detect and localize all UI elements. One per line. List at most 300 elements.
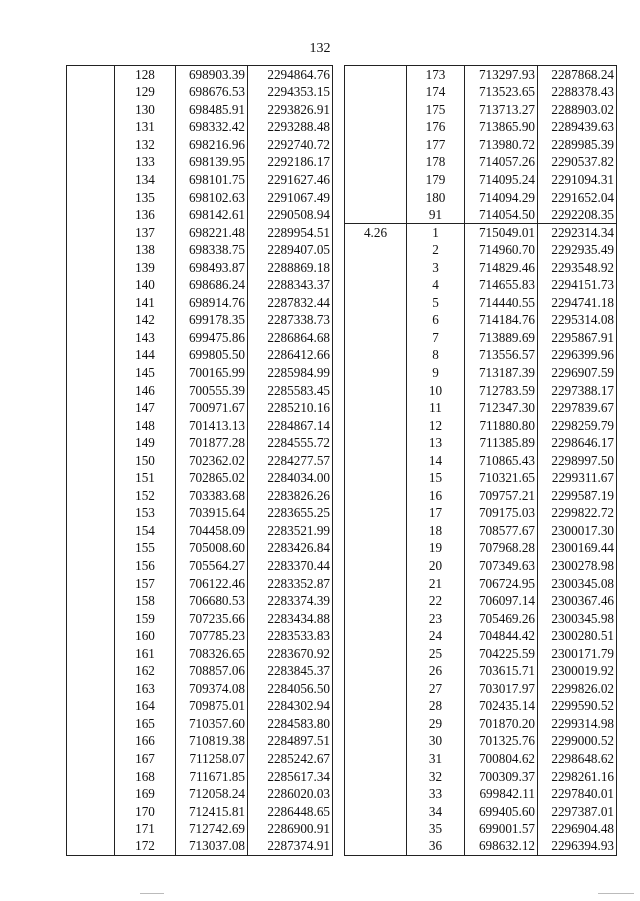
table-row xyxy=(345,399,617,417)
table-row xyxy=(345,452,617,470)
y-coordinate-cell: 2285617.34 xyxy=(248,767,333,785)
point-number-cell: 19 xyxy=(407,539,465,557)
point-number-cell: 30 xyxy=(407,732,465,750)
section-cell xyxy=(345,136,407,154)
section-cell xyxy=(67,750,115,768)
point-number-cell: 20 xyxy=(407,557,465,575)
section-cell xyxy=(345,557,407,575)
table-row xyxy=(67,311,333,329)
section-cell xyxy=(67,680,115,698)
y-coordinate-cell: 2292314.34 xyxy=(538,223,617,241)
section-cell xyxy=(345,820,407,838)
point-number-cell: 176 xyxy=(407,118,465,136)
x-coordinate-cell: 713297.93 xyxy=(465,66,538,84)
table-row xyxy=(67,627,333,645)
section-cell xyxy=(67,732,115,750)
table-row xyxy=(345,680,617,698)
x-coordinate-cell: 699405.60 xyxy=(465,802,538,820)
point-number-cell: 91 xyxy=(407,206,465,224)
x-coordinate-cell: 711385.89 xyxy=(465,434,538,452)
y-coordinate-cell: 2283426.84 xyxy=(248,539,333,557)
table-row xyxy=(67,557,333,575)
y-coordinate-cell: 2295867.91 xyxy=(538,329,617,347)
y-coordinate-cell: 2297387.01 xyxy=(538,802,617,820)
y-coordinate-cell: 2300367.46 xyxy=(538,592,617,610)
point-number-cell: 25 xyxy=(407,645,465,663)
coordinates-table-right xyxy=(344,65,617,856)
x-coordinate-cell: 713556.57 xyxy=(465,346,538,364)
y-coordinate-cell: 2299587.19 xyxy=(538,487,617,505)
point-number-cell: 160 xyxy=(115,627,176,645)
table-row xyxy=(345,329,617,347)
y-coordinate-cell: 2291652.04 xyxy=(538,188,617,206)
x-coordinate-cell: 700555.39 xyxy=(176,381,248,399)
y-coordinate-cell: 2293288.48 xyxy=(248,118,333,136)
section-cell xyxy=(67,802,115,820)
y-coordinate-cell: 2292935.49 xyxy=(538,241,617,259)
x-coordinate-cell: 698142.61 xyxy=(176,206,248,224)
section-cell xyxy=(67,346,115,364)
section-cell xyxy=(345,662,407,680)
x-coordinate-cell: 708326.65 xyxy=(176,645,248,663)
x-coordinate-cell: 699842.11 xyxy=(465,785,538,803)
table-row xyxy=(67,609,333,627)
point-number-cell: 133 xyxy=(115,153,176,171)
point-number-cell: 139 xyxy=(115,259,176,277)
x-coordinate-cell: 714094.29 xyxy=(465,188,538,206)
section-cell xyxy=(345,206,407,224)
table-row xyxy=(67,294,333,312)
x-coordinate-cell: 698338.75 xyxy=(176,241,248,259)
y-coordinate-cell: 2289407.05 xyxy=(248,241,333,259)
y-coordinate-cell: 2291067.49 xyxy=(248,188,333,206)
x-coordinate-cell: 712742.69 xyxy=(176,820,248,838)
y-coordinate-cell: 2283521.99 xyxy=(248,522,333,540)
section-cell xyxy=(345,838,407,856)
point-number-cell: 8 xyxy=(407,346,465,364)
x-coordinate-cell: 713187.39 xyxy=(465,364,538,382)
x-coordinate-cell: 702435.14 xyxy=(465,697,538,715)
point-number-cell: 17 xyxy=(407,504,465,522)
point-number-cell: 178 xyxy=(407,153,465,171)
point-number-cell: 134 xyxy=(115,171,176,189)
table-row xyxy=(67,66,333,84)
x-coordinate-cell: 712415.81 xyxy=(176,802,248,820)
point-number-cell: 13 xyxy=(407,434,465,452)
table-row xyxy=(67,329,333,347)
section-cell xyxy=(345,574,407,592)
point-number-cell: 152 xyxy=(115,487,176,505)
x-coordinate-cell: 710357.60 xyxy=(176,715,248,733)
section-cell xyxy=(345,732,407,750)
section-cell xyxy=(67,311,115,329)
section-cell xyxy=(67,188,115,206)
table-row xyxy=(345,136,617,154)
section-cell: 4.26 xyxy=(345,223,407,241)
point-number-cell: 155 xyxy=(115,539,176,557)
table-row xyxy=(345,171,617,189)
x-coordinate-cell: 712058.24 xyxy=(176,785,248,803)
x-coordinate-cell: 710819.38 xyxy=(176,732,248,750)
point-number-cell: 166 xyxy=(115,732,176,750)
section-cell xyxy=(67,452,115,470)
x-coordinate-cell: 714440.55 xyxy=(465,294,538,312)
y-coordinate-cell: 2300169.44 xyxy=(538,539,617,557)
point-number-cell: 179 xyxy=(407,171,465,189)
x-coordinate-cell: 713980.72 xyxy=(465,136,538,154)
y-coordinate-cell: 2283352.87 xyxy=(248,574,333,592)
x-coordinate-cell: 698101.75 xyxy=(176,171,248,189)
x-coordinate-cell: 712347.30 xyxy=(465,399,538,417)
section-cell xyxy=(345,522,407,540)
section-cell xyxy=(67,662,115,680)
x-coordinate-cell: 711258.07 xyxy=(176,750,248,768)
page-number: 132 xyxy=(309,41,331,56)
table-row xyxy=(345,276,617,294)
section-cell xyxy=(67,364,115,382)
table-row xyxy=(345,645,617,663)
point-number-cell: 153 xyxy=(115,504,176,522)
table-row xyxy=(67,592,333,610)
point-number-cell: 21 xyxy=(407,574,465,592)
y-coordinate-cell: 2287832.44 xyxy=(248,294,333,312)
y-coordinate-cell: 2296394.93 xyxy=(538,838,617,856)
table-row xyxy=(345,715,617,733)
x-coordinate-cell: 713523.65 xyxy=(465,83,538,101)
table-row xyxy=(67,715,333,733)
table-row xyxy=(345,504,617,522)
point-number-cell: 128 xyxy=(115,66,176,84)
section-cell xyxy=(67,820,115,838)
point-number-cell: 162 xyxy=(115,662,176,680)
table-row xyxy=(67,83,333,101)
table-row xyxy=(345,838,617,856)
section-cell xyxy=(345,381,407,399)
y-coordinate-cell: 2283826.26 xyxy=(248,487,333,505)
section-cell xyxy=(67,83,115,101)
table-row xyxy=(345,83,617,101)
x-coordinate-cell: 707349.63 xyxy=(465,557,538,575)
x-coordinate-cell: 699178.35 xyxy=(176,311,248,329)
x-coordinate-cell: 710865.43 xyxy=(465,452,538,470)
point-number-cell: 31 xyxy=(407,750,465,768)
section-cell xyxy=(67,645,115,663)
point-number-cell: 10 xyxy=(407,381,465,399)
table-row xyxy=(67,785,333,803)
table-row xyxy=(67,223,333,241)
x-coordinate-cell: 700165.99 xyxy=(176,364,248,382)
point-number-cell: 149 xyxy=(115,434,176,452)
table-row xyxy=(67,662,333,680)
x-coordinate-cell: 707968.28 xyxy=(465,539,538,557)
section-cell xyxy=(67,171,115,189)
section-cell xyxy=(345,294,407,312)
table-row xyxy=(67,574,333,592)
point-number-cell: 167 xyxy=(115,750,176,768)
point-number-cell: 130 xyxy=(115,101,176,119)
y-coordinate-cell: 2283655.25 xyxy=(248,504,333,522)
table-body xyxy=(67,66,333,856)
y-coordinate-cell: 2290537.82 xyxy=(538,153,617,171)
x-coordinate-cell: 707785.23 xyxy=(176,627,248,645)
section-cell xyxy=(67,118,115,136)
point-number-cell: 28 xyxy=(407,697,465,715)
y-coordinate-cell: 2286412.66 xyxy=(248,346,333,364)
table-row xyxy=(345,223,617,241)
section-cell xyxy=(345,802,407,820)
section-cell xyxy=(345,188,407,206)
point-number-cell: 9 xyxy=(407,364,465,382)
y-coordinate-cell: 2292740.72 xyxy=(248,136,333,154)
y-coordinate-cell: 2288903.02 xyxy=(538,101,617,119)
section-cell xyxy=(345,66,407,84)
table-row xyxy=(67,153,333,171)
table-row xyxy=(67,504,333,522)
x-coordinate-cell: 709757.21 xyxy=(465,487,538,505)
point-number-cell: 157 xyxy=(115,574,176,592)
x-coordinate-cell: 702362.02 xyxy=(176,452,248,470)
section-cell xyxy=(67,469,115,487)
y-coordinate-cell: 2299311.67 xyxy=(538,469,617,487)
y-coordinate-cell: 2283434.88 xyxy=(248,609,333,627)
section-cell xyxy=(345,680,407,698)
y-coordinate-cell: 2296907.59 xyxy=(538,364,617,382)
point-number-cell: 144 xyxy=(115,346,176,364)
section-cell xyxy=(67,487,115,505)
section-cell xyxy=(67,259,115,277)
x-coordinate-cell: 698332.42 xyxy=(176,118,248,136)
table-row xyxy=(67,136,333,154)
y-coordinate-cell: 2284056.50 xyxy=(248,680,333,698)
x-coordinate-cell: 709875.01 xyxy=(176,697,248,715)
section-cell xyxy=(67,223,115,241)
table-row xyxy=(67,206,333,224)
section-cell xyxy=(345,311,407,329)
section-cell xyxy=(345,416,407,434)
point-number-cell: 145 xyxy=(115,364,176,382)
y-coordinate-cell: 2289954.51 xyxy=(248,223,333,241)
table-row xyxy=(67,767,333,785)
section-cell xyxy=(345,627,407,645)
table-row xyxy=(67,434,333,452)
section-cell xyxy=(345,364,407,382)
x-coordinate-cell: 703017.97 xyxy=(465,680,538,698)
x-coordinate-cell: 698903.39 xyxy=(176,66,248,84)
x-coordinate-cell: 699805.50 xyxy=(176,346,248,364)
point-number-cell: 5 xyxy=(407,294,465,312)
y-coordinate-cell: 2296399.96 xyxy=(538,346,617,364)
y-coordinate-cell: 2297388.17 xyxy=(538,381,617,399)
table-row xyxy=(345,153,617,171)
y-coordinate-cell: 2300171.79 xyxy=(538,645,617,663)
section-cell xyxy=(345,329,407,347)
table-row xyxy=(345,487,617,505)
x-coordinate-cell: 705008.60 xyxy=(176,539,248,557)
x-coordinate-cell: 698102.63 xyxy=(176,188,248,206)
section-cell xyxy=(345,785,407,803)
x-coordinate-cell: 698216.96 xyxy=(176,136,248,154)
x-coordinate-cell: 698221.48 xyxy=(176,223,248,241)
section-cell xyxy=(67,557,115,575)
section-cell xyxy=(67,101,115,119)
table-row xyxy=(67,697,333,715)
x-coordinate-cell: 713865.90 xyxy=(465,118,538,136)
x-coordinate-cell: 698686.24 xyxy=(176,276,248,294)
section-cell xyxy=(67,399,115,417)
section-cell xyxy=(67,539,115,557)
x-coordinate-cell: 714829.46 xyxy=(465,259,538,277)
section-cell xyxy=(345,504,407,522)
x-coordinate-cell: 706122.46 xyxy=(176,574,248,592)
table-row xyxy=(67,101,333,119)
point-number-cell: 14 xyxy=(407,452,465,470)
point-number-cell: 146 xyxy=(115,381,176,399)
point-number-cell: 161 xyxy=(115,645,176,663)
y-coordinate-cell: 2288378.43 xyxy=(538,83,617,101)
section-cell xyxy=(67,66,115,84)
y-coordinate-cell: 2288343.37 xyxy=(248,276,333,294)
scan-mark xyxy=(598,893,634,894)
point-number-cell: 159 xyxy=(115,609,176,627)
point-number-cell: 168 xyxy=(115,767,176,785)
x-coordinate-cell: 706097.14 xyxy=(465,592,538,610)
x-coordinate-cell: 703383.68 xyxy=(176,487,248,505)
point-number-cell: 36 xyxy=(407,838,465,856)
x-coordinate-cell: 706724.95 xyxy=(465,574,538,592)
table-row xyxy=(345,522,617,540)
x-coordinate-cell: 701325.76 xyxy=(465,732,538,750)
point-number-cell: 165 xyxy=(115,715,176,733)
point-number-cell: 154 xyxy=(115,522,176,540)
section-cell xyxy=(67,767,115,785)
y-coordinate-cell: 2287338.73 xyxy=(248,311,333,329)
y-coordinate-cell: 2298648.62 xyxy=(538,750,617,768)
point-number-cell: 34 xyxy=(407,802,465,820)
table-row xyxy=(67,539,333,557)
y-coordinate-cell: 2285242.67 xyxy=(248,750,333,768)
x-coordinate-cell: 698493.87 xyxy=(176,259,248,277)
y-coordinate-cell: 2294864.76 xyxy=(248,66,333,84)
point-number-cell: 16 xyxy=(407,487,465,505)
table-row xyxy=(67,399,333,417)
y-coordinate-cell: 2289439.63 xyxy=(538,118,617,136)
point-number-cell: 15 xyxy=(407,469,465,487)
section-cell xyxy=(67,416,115,434)
table-row xyxy=(67,680,333,698)
table-row xyxy=(345,434,617,452)
point-number-cell: 177 xyxy=(407,136,465,154)
x-coordinate-cell: 699001.57 xyxy=(465,820,538,838)
table-row xyxy=(67,381,333,399)
point-number-cell: 164 xyxy=(115,697,176,715)
x-coordinate-cell: 708857.06 xyxy=(176,662,248,680)
x-coordinate-cell: 714054.50 xyxy=(465,206,538,224)
y-coordinate-cell: 2297839.67 xyxy=(538,399,617,417)
point-number-cell: 22 xyxy=(407,592,465,610)
section-cell xyxy=(345,609,407,627)
point-number-cell: 33 xyxy=(407,785,465,803)
x-coordinate-cell: 699475.86 xyxy=(176,329,248,347)
point-number-cell: 3 xyxy=(407,259,465,277)
section-cell xyxy=(345,83,407,101)
x-coordinate-cell: 713037.08 xyxy=(176,838,248,856)
x-coordinate-cell: 698485.91 xyxy=(176,101,248,119)
table-row xyxy=(345,697,617,715)
table-row xyxy=(345,118,617,136)
point-number-cell: 23 xyxy=(407,609,465,627)
x-coordinate-cell: 700971.67 xyxy=(176,399,248,417)
table-row xyxy=(345,592,617,610)
y-coordinate-cell: 2283374.39 xyxy=(248,592,333,610)
x-coordinate-cell: 706680.53 xyxy=(176,592,248,610)
table-row xyxy=(345,820,617,838)
y-coordinate-cell: 2294353.15 xyxy=(248,83,333,101)
point-number-cell: 129 xyxy=(115,83,176,101)
section-cell xyxy=(67,522,115,540)
y-coordinate-cell: 2300345.98 xyxy=(538,609,617,627)
section-cell xyxy=(67,434,115,452)
section-cell xyxy=(345,767,407,785)
y-coordinate-cell: 2293548.92 xyxy=(538,259,617,277)
section-cell xyxy=(345,715,407,733)
table-row xyxy=(345,750,617,768)
table-row xyxy=(345,802,617,820)
x-coordinate-cell: 705564.27 xyxy=(176,557,248,575)
y-coordinate-cell: 2285583.45 xyxy=(248,381,333,399)
y-coordinate-cell: 2298997.50 xyxy=(538,452,617,470)
point-number-cell: 143 xyxy=(115,329,176,347)
y-coordinate-cell: 2286900.91 xyxy=(248,820,333,838)
section-cell xyxy=(67,241,115,259)
coordinates-table-left xyxy=(66,65,333,856)
x-coordinate-cell: 698914.76 xyxy=(176,294,248,312)
section-cell xyxy=(345,276,407,294)
section-cell xyxy=(67,715,115,733)
section-cell xyxy=(67,136,115,154)
y-coordinate-cell: 2292208.35 xyxy=(538,206,617,224)
table-row xyxy=(345,311,617,329)
x-coordinate-cell: 714655.83 xyxy=(465,276,538,294)
y-coordinate-cell: 2286020.03 xyxy=(248,785,333,803)
y-coordinate-cell: 2284583.80 xyxy=(248,715,333,733)
table-row xyxy=(67,276,333,294)
x-coordinate-cell: 705469.26 xyxy=(465,609,538,627)
table-row xyxy=(67,469,333,487)
y-coordinate-cell: 2283845.37 xyxy=(248,662,333,680)
section-cell xyxy=(67,697,115,715)
table-row xyxy=(345,364,617,382)
point-number-cell: 1 xyxy=(407,223,465,241)
y-coordinate-cell: 2283370.44 xyxy=(248,557,333,575)
section-cell xyxy=(67,294,115,312)
y-coordinate-cell: 2295314.08 xyxy=(538,311,617,329)
point-number-cell: 26 xyxy=(407,662,465,680)
point-number-cell: 2 xyxy=(407,241,465,259)
section-cell xyxy=(67,592,115,610)
y-coordinate-cell: 2284302.94 xyxy=(248,697,333,715)
point-number-cell: 150 xyxy=(115,452,176,470)
x-coordinate-cell: 713713.27 xyxy=(465,101,538,119)
section-cell xyxy=(345,697,407,715)
section-cell xyxy=(345,469,407,487)
y-coordinate-cell: 2290508.94 xyxy=(248,206,333,224)
y-coordinate-cell: 2284034.00 xyxy=(248,469,333,487)
y-coordinate-cell: 2284277.57 xyxy=(248,452,333,470)
x-coordinate-cell: 714095.24 xyxy=(465,171,538,189)
section-cell xyxy=(67,627,115,645)
section-cell xyxy=(345,399,407,417)
table-row xyxy=(67,522,333,540)
